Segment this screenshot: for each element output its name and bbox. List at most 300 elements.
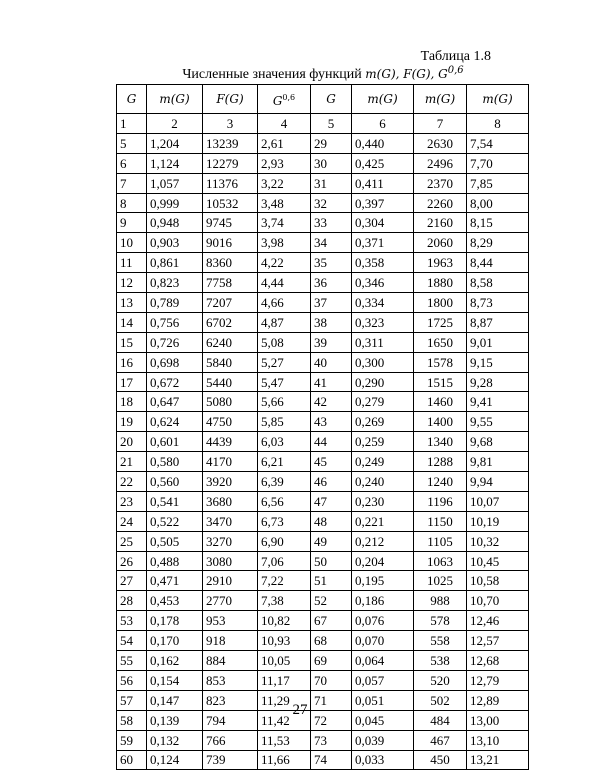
cell-f: 2910 — [203, 571, 258, 591]
cell-g: 55 — [117, 651, 147, 671]
cell-g-2: 33 — [311, 213, 352, 233]
table-row — [117, 551, 529, 571]
table-row — [117, 491, 529, 511]
cell-g-2: 74 — [311, 750, 352, 770]
table-label: Таблица 1.8 — [420, 49, 491, 64]
cell-f: 739 — [203, 750, 258, 770]
column-number-row — [117, 114, 529, 134]
cell-m: 0,672 — [147, 372, 203, 392]
cell-f-2: 1725 — [414, 312, 467, 332]
cell-g-power: 6,21 — [258, 452, 311, 472]
table-row — [117, 372, 529, 392]
caption-text: Численные значения функций — [182, 67, 362, 82]
column-number: 6 — [352, 114, 414, 134]
cell-g-2: 41 — [311, 372, 352, 392]
cell-f: 10532 — [203, 193, 258, 213]
cell-m: 1,124 — [147, 153, 203, 173]
header-m-2: m(G) — [352, 85, 414, 114]
cell-g-2: 38 — [311, 312, 352, 332]
cell-g-power-2: 8,58 — [467, 273, 529, 293]
cell-g: 53 — [117, 611, 147, 631]
cell-m: 0,601 — [147, 432, 203, 452]
cell-g-power-2: 9,28 — [467, 372, 529, 392]
table-row — [117, 531, 529, 551]
cell-m-2: 0,212 — [352, 531, 414, 551]
cell-m-2: 0,279 — [352, 392, 414, 412]
cell-f-2: 1515 — [414, 372, 467, 392]
cell-g: 56 — [117, 670, 147, 690]
cell-m-2: 0,304 — [352, 213, 414, 233]
cell-m-2: 0,371 — [352, 233, 414, 253]
table-row — [117, 571, 529, 591]
cell-g-power: 10,05 — [258, 651, 311, 671]
cell-f: 4750 — [203, 412, 258, 432]
data-table — [116, 84, 529, 770]
cell-m: 0,170 — [147, 631, 203, 651]
cell-g-power: 7,38 — [258, 591, 311, 611]
table-row — [117, 412, 529, 432]
cell-m-2: 0,045 — [352, 710, 414, 730]
table-row — [117, 213, 529, 233]
cell-m-2: 0,440 — [352, 133, 414, 153]
table-row — [117, 511, 529, 531]
cell-m-2: 0,290 — [352, 372, 414, 392]
cell-m: 0,162 — [147, 651, 203, 671]
cell-g-power-2: 12,46 — [467, 611, 529, 631]
cell-m-2: 0,076 — [352, 611, 414, 631]
table-row — [117, 651, 529, 671]
cell-g: 24 — [117, 511, 147, 531]
cell-f-2: 1150 — [414, 511, 467, 531]
cell-g: 11 — [117, 253, 147, 273]
cell-g-power: 11,53 — [258, 730, 311, 750]
cell-g-2: 43 — [311, 412, 352, 432]
cell-g-power: 6,56 — [258, 491, 311, 511]
cell-m-2: 0,425 — [352, 153, 414, 173]
cell-g: 20 — [117, 432, 147, 452]
cell-g: 17 — [117, 372, 147, 392]
cell-g: 8 — [117, 193, 147, 213]
cell-f: 5840 — [203, 352, 258, 372]
cell-g: 27 — [117, 571, 147, 591]
cell-f-2: 2370 — [414, 173, 467, 193]
cell-f: 9745 — [203, 213, 258, 233]
cell-g-2: 31 — [311, 173, 352, 193]
cell-f: 3080 — [203, 551, 258, 571]
cell-g-power-2: 10,70 — [467, 591, 529, 611]
cell-f: 7758 — [203, 273, 258, 293]
cell-m-2: 0,039 — [352, 730, 414, 750]
cell-g-2: 67 — [311, 611, 352, 631]
cell-g-2: 44 — [311, 432, 352, 452]
cell-f: 3270 — [203, 531, 258, 551]
cell-g: 28 — [117, 591, 147, 611]
cell-f-2: 1578 — [414, 352, 467, 372]
cell-f-2: 484 — [414, 710, 467, 730]
cell-m: 0,124 — [147, 750, 203, 770]
cell-m-2: 0,269 — [352, 412, 414, 432]
cell-m: 0,522 — [147, 511, 203, 531]
cell-f-2: 1400 — [414, 412, 467, 432]
cell-f: 794 — [203, 710, 258, 730]
cell-f: 2770 — [203, 591, 258, 611]
cell-m: 0,139 — [147, 710, 203, 730]
cell-g-2: 73 — [311, 730, 352, 750]
cell-g-power: 2,61 — [258, 133, 311, 153]
column-number: 2 — [147, 114, 203, 134]
cell-f: 9016 — [203, 233, 258, 253]
table-row — [117, 591, 529, 611]
cell-m-2: 0,240 — [352, 472, 414, 492]
header-m-3: m(G) — [414, 85, 467, 114]
cell-f: 12279 — [203, 153, 258, 173]
table-row — [117, 432, 529, 452]
column-number: 7 — [414, 114, 467, 134]
cell-g: 59 — [117, 730, 147, 750]
cell-g: 13 — [117, 293, 147, 313]
cell-f-2: 1196 — [414, 491, 467, 511]
cell-f-2: 1650 — [414, 332, 467, 352]
cell-g-power-2: 9,94 — [467, 472, 529, 492]
table-row — [117, 611, 529, 631]
cell-g-power: 6,03 — [258, 432, 311, 452]
cell-f: 5080 — [203, 392, 258, 412]
cell-g: 60 — [117, 750, 147, 770]
cell-g: 15 — [117, 332, 147, 352]
cell-f: 3470 — [203, 511, 258, 531]
caption-formula: m(G), F(G), G — [365, 67, 448, 81]
cell-m-2: 0,195 — [352, 571, 414, 591]
table-row — [117, 273, 529, 293]
cell-m: 0,789 — [147, 293, 203, 313]
cell-f-2: 2630 — [414, 133, 467, 153]
cell-g-power-2: 7,85 — [467, 173, 529, 193]
column-number: 4 — [258, 114, 311, 134]
cell-f-2: 1288 — [414, 452, 467, 472]
table-row — [117, 293, 529, 313]
cell-m-2: 0,358 — [352, 253, 414, 273]
cell-m-2: 0,230 — [352, 491, 414, 511]
cell-f: 766 — [203, 730, 258, 750]
cell-g-power: 7,06 — [258, 551, 311, 571]
cell-m-2: 0,070 — [352, 631, 414, 651]
cell-g-2: 50 — [311, 551, 352, 571]
cell-f-2: 1460 — [414, 392, 467, 412]
cell-f: 6240 — [203, 332, 258, 352]
cell-m-2: 0,411 — [352, 173, 414, 193]
table-row — [117, 472, 529, 492]
cell-m: 0,471 — [147, 571, 203, 591]
cell-m-2: 0,064 — [352, 651, 414, 671]
cell-f-2: 1105 — [414, 531, 467, 551]
cell-m: 0,453 — [147, 591, 203, 611]
cell-g-2: 40 — [311, 352, 352, 372]
header-row — [117, 85, 529, 114]
cell-g-power: 11,17 — [258, 670, 311, 690]
cell-m-2: 0,249 — [352, 452, 414, 472]
cell-m: 0,903 — [147, 233, 203, 253]
cell-g-2: 68 — [311, 631, 352, 651]
cell-g-power-2: 10,32 — [467, 531, 529, 551]
cell-g-power: 3,22 — [258, 173, 311, 193]
cell-g-power: 4,87 — [258, 312, 311, 332]
cell-g-power-2: 8,87 — [467, 312, 529, 332]
cell-f: 823 — [203, 690, 258, 710]
table-row — [117, 452, 529, 472]
cell-g-power: 4,66 — [258, 293, 311, 313]
column-number: 1 — [117, 114, 147, 134]
cell-f-2: 1340 — [414, 432, 467, 452]
cell-g-power: 4,44 — [258, 273, 311, 293]
cell-g-power-2: 10,07 — [467, 491, 529, 511]
cell-g: 9 — [117, 213, 147, 233]
table-row — [117, 193, 529, 213]
cell-f-2: 558 — [414, 631, 467, 651]
cell-g-2: 35 — [311, 253, 352, 273]
cell-g: 12 — [117, 273, 147, 293]
cell-m-2: 0,057 — [352, 670, 414, 690]
cell-f-2: 578 — [414, 611, 467, 631]
cell-g-power: 5,08 — [258, 332, 311, 352]
cell-g: 19 — [117, 412, 147, 432]
cell-g-2: 34 — [311, 233, 352, 253]
cell-g-power-2: 13,21 — [467, 750, 529, 770]
cell-g-power-2: 10,45 — [467, 551, 529, 571]
cell-m: 1,204 — [147, 133, 203, 153]
cell-m: 0,861 — [147, 253, 203, 273]
table-row — [117, 312, 529, 332]
cell-g-2: 49 — [311, 531, 352, 551]
cell-f-2: 2496 — [414, 153, 467, 173]
cell-g-power: 5,47 — [258, 372, 311, 392]
cell-g: 54 — [117, 631, 147, 651]
table-row — [117, 631, 529, 651]
cell-g-power: 5,27 — [258, 352, 311, 372]
table-row — [117, 233, 529, 253]
cell-g-power-2: 9,15 — [467, 352, 529, 372]
cell-g-power: 5,66 — [258, 392, 311, 412]
cell-f: 5440 — [203, 372, 258, 392]
cell-g-2: 29 — [311, 133, 352, 153]
cell-g-power: 4,22 — [258, 253, 311, 273]
cell-g-2: 51 — [311, 571, 352, 591]
cell-g-power: 10,93 — [258, 631, 311, 651]
cell-g: 57 — [117, 690, 147, 710]
cell-m: 0,178 — [147, 611, 203, 631]
cell-m: 0,147 — [147, 690, 203, 710]
cell-g-power-2: 8,44 — [467, 253, 529, 273]
cell-g-2: 48 — [311, 511, 352, 531]
cell-g-power-2: 10,19 — [467, 511, 529, 531]
cell-g-power-2: 10,58 — [467, 571, 529, 591]
cell-g-power: 11,66 — [258, 750, 311, 770]
cell-m-2: 0,051 — [352, 690, 414, 710]
cell-f-2: 2160 — [414, 213, 467, 233]
cell-f: 4439 — [203, 432, 258, 452]
cell-f: 6702 — [203, 312, 258, 332]
cell-f-2: 1963 — [414, 253, 467, 273]
cell-g-power: 5,85 — [258, 412, 311, 432]
cell-m: 0,999 — [147, 193, 203, 213]
cell-f-2: 988 — [414, 591, 467, 611]
header-g-2: G — [311, 85, 352, 114]
cell-m: 1,057 — [147, 173, 203, 193]
cell-g-2: 47 — [311, 491, 352, 511]
cell-f-2: 2260 — [414, 193, 467, 213]
cell-m: 0,823 — [147, 273, 203, 293]
cell-g-power: 3,98 — [258, 233, 311, 253]
cell-f-2: 1880 — [414, 273, 467, 293]
cell-g: 58 — [117, 710, 147, 730]
cell-m-2: 0,397 — [352, 193, 414, 213]
cell-m: 0,154 — [147, 670, 203, 690]
cell-g-power: 3,74 — [258, 213, 311, 233]
cell-g-2: 52 — [311, 591, 352, 611]
cell-g-power-2: 7,70 — [467, 153, 529, 173]
cell-f-2: 1063 — [414, 551, 467, 571]
cell-g-2: 71 — [311, 690, 352, 710]
cell-g-power-2: 13,10 — [467, 730, 529, 750]
cell-m: 0,624 — [147, 412, 203, 432]
header-g-power: G$^{0,6}$ — [258, 85, 311, 114]
cell-f-2: 467 — [414, 730, 467, 750]
cell-g-power-2: 8,73 — [467, 293, 529, 313]
cell-f-2: 450 — [414, 750, 467, 770]
cell-m: 0,580 — [147, 452, 203, 472]
cell-g: 14 — [117, 312, 147, 332]
cell-g: 21 — [117, 452, 147, 472]
cell-m-2: 0,204 — [352, 551, 414, 571]
cell-g: 26 — [117, 551, 147, 571]
cell-m-2: 0,334 — [352, 293, 414, 313]
cell-f-2: 1240 — [414, 472, 467, 492]
cell-g: 18 — [117, 392, 147, 412]
table-row — [117, 750, 529, 770]
cell-m-2: 0,300 — [352, 352, 414, 372]
cell-g-2: 39 — [311, 332, 352, 352]
cell-g-power-2: 9,81 — [467, 452, 529, 472]
cell-f: 853 — [203, 670, 258, 690]
cell-g-power: 2,93 — [258, 153, 311, 173]
cell-g-2: 32 — [311, 193, 352, 213]
cell-g-2: 30 — [311, 153, 352, 173]
cell-m: 0,488 — [147, 551, 203, 571]
cell-g-2: 69 — [311, 651, 352, 671]
cell-g-power-2: 8,29 — [467, 233, 529, 253]
cell-m-2: 0,259 — [352, 432, 414, 452]
cell-g: 16 — [117, 352, 147, 372]
header-m-4: m(G) — [467, 85, 529, 114]
cell-g-power-2: 12,79 — [467, 670, 529, 690]
cell-f-2: 502 — [414, 690, 467, 710]
cell-g: 7 — [117, 173, 147, 193]
cell-f: 8360 — [203, 253, 258, 273]
cell-f: 13239 — [203, 133, 258, 153]
cell-g-power-2: 8,00 — [467, 193, 529, 213]
cell-g-2: 45 — [311, 452, 352, 472]
table-caption — [118, 65, 528, 83]
page-number: 27 — [292, 702, 308, 718]
cell-g: 6 — [117, 153, 147, 173]
cell-f: 4170 — [203, 452, 258, 472]
cell-g: 22 — [117, 472, 147, 492]
column-number: 5 — [311, 114, 352, 134]
cell-g-2: 37 — [311, 293, 352, 313]
table-row — [117, 352, 529, 372]
cell-g-power: 11,29 — [258, 690, 311, 710]
cell-g: 5 — [117, 133, 147, 153]
cell-g-power-2: 12,57 — [467, 631, 529, 651]
column-number: 8 — [467, 114, 529, 134]
cell-f: 3680 — [203, 491, 258, 511]
cell-m: 0,132 — [147, 730, 203, 750]
cell-g-power: 6,90 — [258, 531, 311, 551]
table-row — [117, 670, 529, 690]
cell-m-2: 0,346 — [352, 273, 414, 293]
cell-g-power-2: 12,89 — [467, 690, 529, 710]
cell-g-power: 10,82 — [258, 611, 311, 631]
cell-g-power: 6,39 — [258, 472, 311, 492]
table-row — [117, 332, 529, 352]
cell-m-2: 0,033 — [352, 750, 414, 770]
cell-g-power-2: 9,41 — [467, 392, 529, 412]
cell-f-2: 520 — [414, 670, 467, 690]
cell-m: 0,756 — [147, 312, 203, 332]
cell-m: 0,560 — [147, 472, 203, 492]
cell-g-power-2: 7,54 — [467, 133, 529, 153]
cell-g-2: 70 — [311, 670, 352, 690]
cell-g-2: 46 — [311, 472, 352, 492]
cell-g-power: 3,48 — [258, 193, 311, 213]
cell-f: 918 — [203, 631, 258, 651]
table-row — [117, 173, 529, 193]
cell-m-2: 0,311 — [352, 332, 414, 352]
cell-f-2: 2060 — [414, 233, 467, 253]
cell-g-power-2: 9,68 — [467, 432, 529, 452]
cell-g-power-2: 12,68 — [467, 651, 529, 671]
cell-f: 953 — [203, 611, 258, 631]
cell-g-power-2: 9,01 — [467, 332, 529, 352]
header-f: F(G) — [203, 85, 258, 114]
table-row — [117, 133, 529, 153]
cell-m-2: 0,221 — [352, 511, 414, 531]
cell-f: 3920 — [203, 472, 258, 492]
cell-m: 0,726 — [147, 332, 203, 352]
header-g: G — [117, 85, 147, 114]
header-m: m(G) — [147, 85, 203, 114]
cell-g: 10 — [117, 233, 147, 253]
cell-m: 0,541 — [147, 491, 203, 511]
cell-g-power: 11,42 — [258, 710, 311, 730]
table-row — [117, 253, 529, 273]
cell-g-power: 6,73 — [258, 511, 311, 531]
table-row — [117, 730, 529, 750]
table-row — [117, 392, 529, 412]
cell-g-2: 72 — [311, 710, 352, 730]
cell-m: 0,647 — [147, 392, 203, 412]
cell-g-power-2: 8,15 — [467, 213, 529, 233]
cell-m: 0,505 — [147, 531, 203, 551]
cell-g-power-2: 13,00 — [467, 710, 529, 730]
cell-f: 11376 — [203, 173, 258, 193]
cell-m: 0,948 — [147, 213, 203, 233]
cell-f: 7207 — [203, 293, 258, 313]
cell-g-power-2: 9,55 — [467, 412, 529, 432]
cell-f: 884 — [203, 651, 258, 671]
column-number: 3 — [203, 114, 258, 134]
caption-formula-sup: 0,6 — [447, 65, 464, 76]
cell-g: 25 — [117, 531, 147, 551]
